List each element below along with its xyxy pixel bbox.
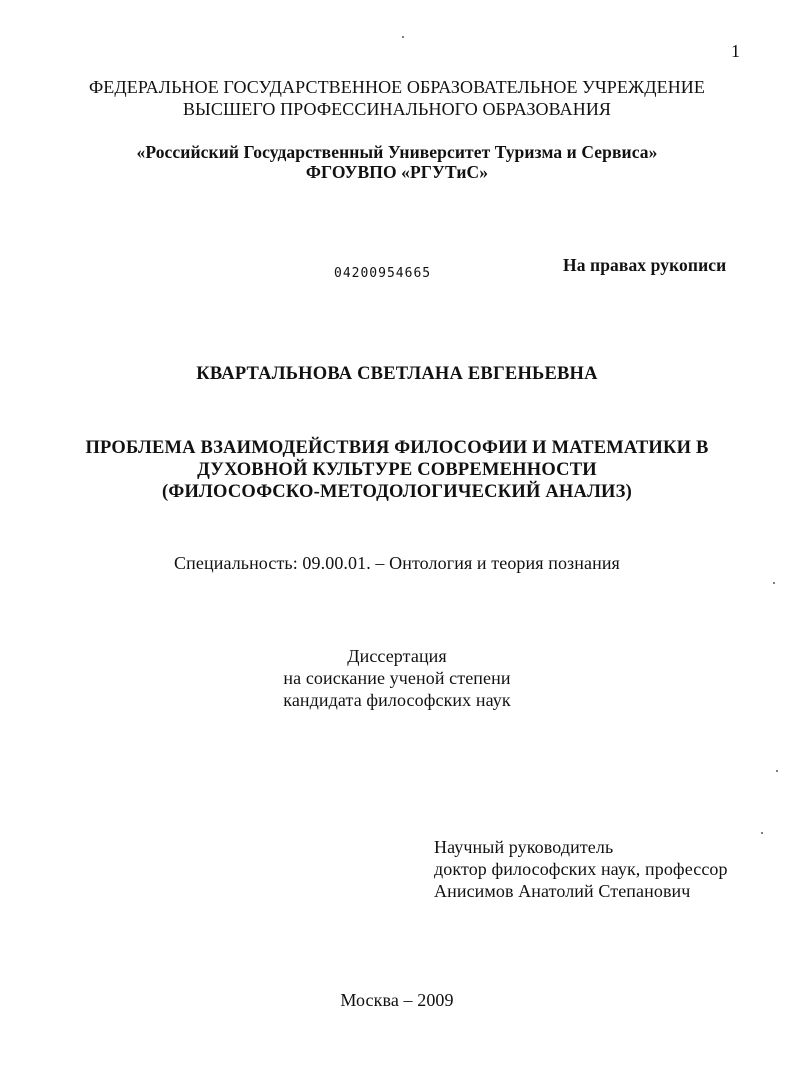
institution-header-line1: ФЕДЕРАЛЬНОЕ ГОСУДАРСТВЕННОЕ ОБРАЗОВАТЕЛЬНОЕ УЧРЕЖДЕНИЕ [88,77,706,97]
manuscript-note: На правах рукописи [563,255,727,275]
supervisor-label: Научный руководитель [434,837,614,857]
scan-speck [773,582,775,584]
institution-header-line2: ВЫСШЕГО ПРОФЕССИНАЛЬНОГО ОБРАЗОВАНИЯ [182,99,612,119]
dissertation-title-line1: ПРОБЛЕМА ВЗАИМОДЕЙСТВИЯ ФИЛОСОФИИ И МАТЕМАТИКИ В [85,438,709,458]
page-number: 1 [731,41,741,61]
scan-speck [776,770,778,772]
place-year: Москва – 2009 [340,990,454,1010]
scan-speck [761,832,763,834]
supervisor-name: Анисимов Анатолий Степанович [434,881,691,901]
degree-name: кандидата философских наук [283,690,511,710]
catalog-number: 04200954665 [334,266,432,281]
degree-purpose: на соискание ученой степени [283,668,511,688]
dissertation-title-line2: ДУХОВНОЙ КУЛЬТУРЕ СОВРЕМЕННОСТИ [197,460,597,480]
author-name: КВАРТАЛЬНОВА СВЕТЛАНА ЕВГЕНЬЕВНА [196,364,598,384]
specialty: Специальность: 09.00.01. – Онтология и теория познания [174,553,620,573]
university-name: «Российский Государственный Университет Туризма и Сервиса» [136,142,658,162]
scan-speck [402,36,404,38]
university-abbreviation: ФГОУВПО «РГУТиС» [305,162,489,182]
dissertation-title-line3: (ФИЛОСОФСКО-МЕТОДОЛОГИЧЕСКИЙ АНАЛИЗ) [162,482,632,502]
dissertation-label: Диссертация [347,646,447,666]
supervisor-degree: доктор философских наук, профессор [434,859,728,879]
